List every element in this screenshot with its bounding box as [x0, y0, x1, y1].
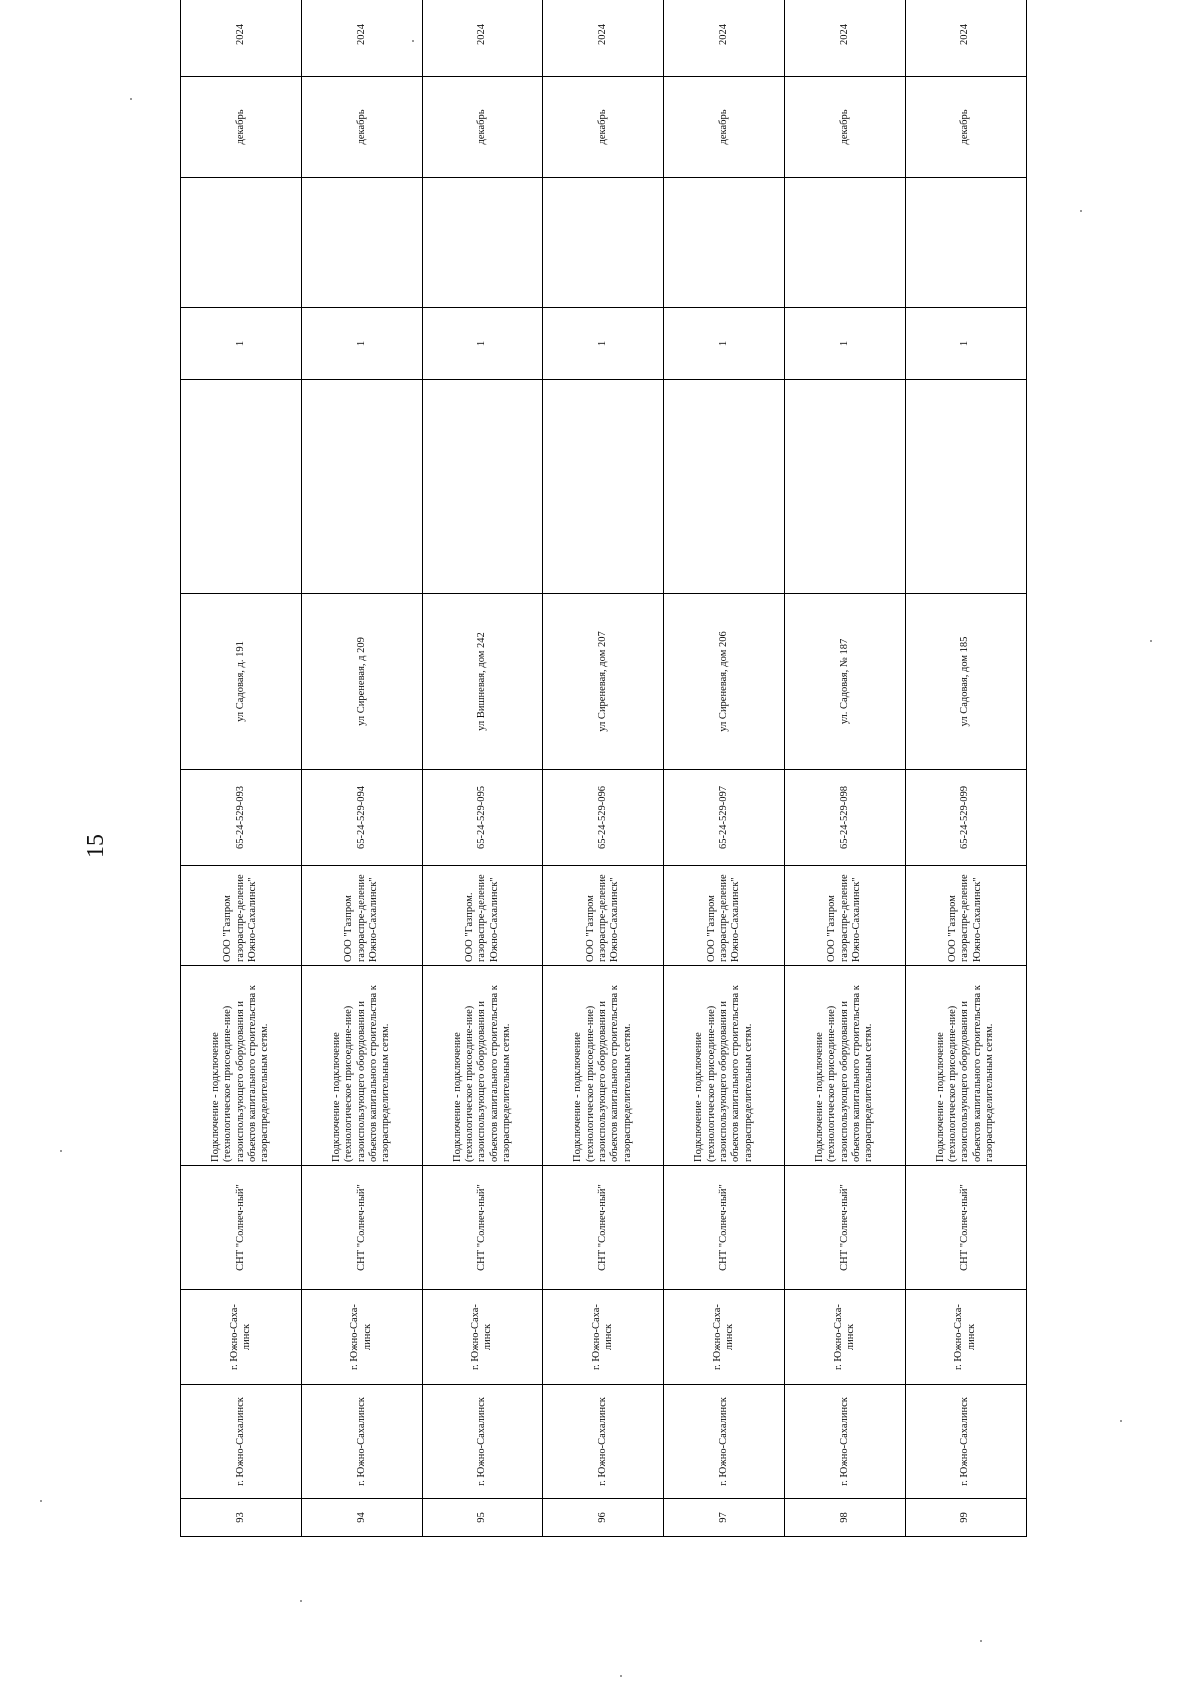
row-number: 98 — [784, 1499, 905, 1537]
quantity-cell: 1 — [664, 308, 785, 380]
month-cell: декабрь — [905, 77, 1026, 178]
quantity-cell: 1 — [784, 308, 905, 380]
row-number: 99 — [905, 1499, 1026, 1537]
year-cell: 2024 — [181, 0, 302, 77]
work-description-cell: Подключение - подключение (технологическое присоедине-ние) газоиспользующего оборудования и объектов капитального строительства к газораспределительным сетям. — [422, 966, 543, 1166]
work-description-cell: Подключение - подключение (технологическое присоедине-ние) газоиспользующего оборудования и объектов капитального строительства к газораспределительным сетям. — [784, 966, 905, 1166]
empty-cell — [301, 178, 422, 308]
scan-speck — [620, 1675, 622, 1677]
data-table — [180, 0, 1027, 1537]
table-row — [905, 0, 1026, 1537]
quantity-cell: 1 — [301, 308, 422, 380]
district-cell: г. Южно-Саха-линск — [664, 1290, 785, 1385]
year-cell: 2024 — [784, 0, 905, 77]
work-description-cell: Подключение - подключение (технологическое присоедине-ние) газоиспользующего оборудования и объектов капитального строительства к газораспределительным сетям. — [301, 966, 422, 1166]
snt-cell: СНТ "Солнеч-ный" — [664, 1166, 785, 1290]
address-cell: ул Сиреневая, дом 207 — [543, 594, 664, 770]
empty-cell — [664, 380, 785, 594]
table-row — [422, 0, 543, 1537]
month-cell: декабрь — [784, 77, 905, 178]
empty-cell — [422, 178, 543, 308]
snt-cell: СНТ "Солнеч-ный" — [784, 1166, 905, 1290]
quantity-cell: 1 — [422, 308, 543, 380]
district-cell: г. Южно-Саха-линск — [181, 1290, 302, 1385]
table-row — [301, 0, 422, 1537]
organization-cell: ООО "Газпром. газораспре-деление Южно-Сахалинск" — [422, 866, 543, 966]
snt-cell: СНТ "Солнеч-ный" — [422, 1166, 543, 1290]
code-cell: 65-24-529-095 — [422, 770, 543, 866]
empty-cell — [784, 380, 905, 594]
work-description-cell: Подключение - подключение (технологическое присоедине-ние) газоиспользующего оборудования и объектов капитального строительства к газораспределительным сетям. — [905, 966, 1026, 1166]
district-cell: г. Южно-Саха-линск — [905, 1290, 1026, 1385]
quantity-cell: 1 — [905, 308, 1026, 380]
address-cell: ул Садовая, дом 185 — [905, 594, 1026, 770]
empty-cell — [664, 178, 785, 308]
year-cell: 2024 — [905, 0, 1026, 77]
scan-speck — [40, 1500, 42, 1502]
snt-cell: СНТ "Солнеч-ный" — [905, 1166, 1026, 1290]
district-cell: г. Южно-Саха-линск — [301, 1290, 422, 1385]
code-cell: 65-24-529-093 — [181, 770, 302, 866]
table-row — [181, 0, 302, 1537]
scan-speck — [60, 1150, 62, 1152]
scan-speck — [1150, 640, 1152, 642]
organization-cell: ООО "Газпром газораспре-деление Южно-Сахалинск" — [905, 866, 1026, 966]
quantity-cell: 1 — [181, 308, 302, 380]
month-cell: декабрь — [422, 77, 543, 178]
address-cell: ул Сиреневая, д 209 — [301, 594, 422, 770]
month-cell: декабрь — [543, 77, 664, 178]
organization-cell: ООО "Газпром газораспре-деление Южно-Сахалинск" — [784, 866, 905, 966]
code-cell: 65-24-529-096 — [543, 770, 664, 866]
snt-cell: СНТ "Солнеч-ный" — [543, 1166, 664, 1290]
address-cell: ул Садовая, д. 191 — [181, 594, 302, 770]
code-cell: 65-24-529-098 — [784, 770, 905, 866]
scan-speck — [980, 1640, 982, 1642]
scan-speck — [1120, 1420, 1122, 1422]
month-cell: декабрь — [181, 77, 302, 178]
year-cell: 2024 — [543, 0, 664, 77]
work-description-cell: Подключение - подключение (технологическое присоедине-ние) газоиспользующего оборудования и объектов капитального строительства к газораспределительным сетям. — [543, 966, 664, 1166]
empty-cell — [905, 178, 1026, 308]
city-cell: г. Южно-Сахалинск — [905, 1385, 1026, 1499]
month-cell: декабрь — [664, 77, 785, 178]
empty-cell — [422, 380, 543, 594]
empty-cell — [784, 178, 905, 308]
code-cell: 65-24-529-097 — [664, 770, 785, 866]
month-cell: декабрь — [301, 77, 422, 178]
snt-cell: СНТ "Солнеч-ный" — [301, 1166, 422, 1290]
district-cell: г. Южно-Саха-линск — [543, 1290, 664, 1385]
organization-cell: ООО "Газпром газораспре-деление Южно-Сахалинск" — [181, 866, 302, 966]
city-cell: г. Южно-Сахалинск — [784, 1385, 905, 1499]
year-cell: 2024 — [422, 0, 543, 77]
row-number: 95 — [422, 1499, 543, 1537]
empty-cell — [181, 178, 302, 308]
organization-cell: ООО "Газпром газораспре-деление Южно-Сахалинск" — [664, 866, 785, 966]
row-number: 93 — [181, 1499, 302, 1537]
address-cell: ул. Садовая, № 187 — [784, 594, 905, 770]
code-cell: 65-24-529-094 — [301, 770, 422, 866]
year-cell: 2024 — [301, 0, 422, 77]
table-row — [543, 0, 664, 1537]
address-cell: ул Сиреневая, дом 206 — [664, 594, 785, 770]
scan-speck — [1080, 210, 1082, 212]
rotated-table-wrapper — [180, 24, 1026, 1537]
scan-speck — [412, 40, 414, 42]
organization-cell: ООО "Газпром газораспре-деление Южно-Сахалинск" — [301, 866, 422, 966]
empty-cell — [543, 380, 664, 594]
scan-speck — [300, 1600, 302, 1602]
city-cell: г. Южно-Сахалинск — [543, 1385, 664, 1499]
row-number: 94 — [301, 1499, 422, 1537]
table-row — [664, 0, 785, 1537]
table-row — [784, 0, 905, 1537]
code-cell: 65-24-529-099 — [905, 770, 1026, 866]
quantity-cell: 1 — [543, 308, 664, 380]
city-cell: г. Южно-Сахалинск — [301, 1385, 422, 1499]
city-cell: г. Южно-Сахалинск — [181, 1385, 302, 1499]
work-description-cell: Подключение - подключение (технологическое присоедине-ние) газоиспользующего оборудования и объектов капитального строительства к газораспределительным сетям. — [664, 966, 785, 1166]
address-cell: ул Вишневая, дом 242 — [422, 594, 543, 770]
page-number: 15 — [83, 834, 109, 858]
row-number: 97 — [664, 1499, 785, 1537]
year-cell: 2024 — [664, 0, 785, 77]
work-description-cell: Подключение - подключение (технологическое присоедине-ние) газоиспользующего оборудования и объектов капитального строительства к газораспределительным сетям. — [181, 966, 302, 1166]
district-cell: г. Южно-Саха-линск — [422, 1290, 543, 1385]
city-cell: г. Южно-Сахалинск — [664, 1385, 785, 1499]
empty-cell — [905, 380, 1026, 594]
snt-cell: СНТ "Солнеч-ный" — [181, 1166, 302, 1290]
empty-cell — [181, 380, 302, 594]
row-number: 96 — [543, 1499, 664, 1537]
district-cell: г. Южно-Саха-линск — [784, 1290, 905, 1385]
organization-cell: ООО "Газпром газораспре-деление Южно-Сахалинск" — [543, 866, 664, 966]
city-cell: г. Южно-Сахалинск — [422, 1385, 543, 1499]
empty-cell — [301, 380, 422, 594]
empty-cell — [543, 178, 664, 308]
scan-speck — [130, 98, 132, 100]
